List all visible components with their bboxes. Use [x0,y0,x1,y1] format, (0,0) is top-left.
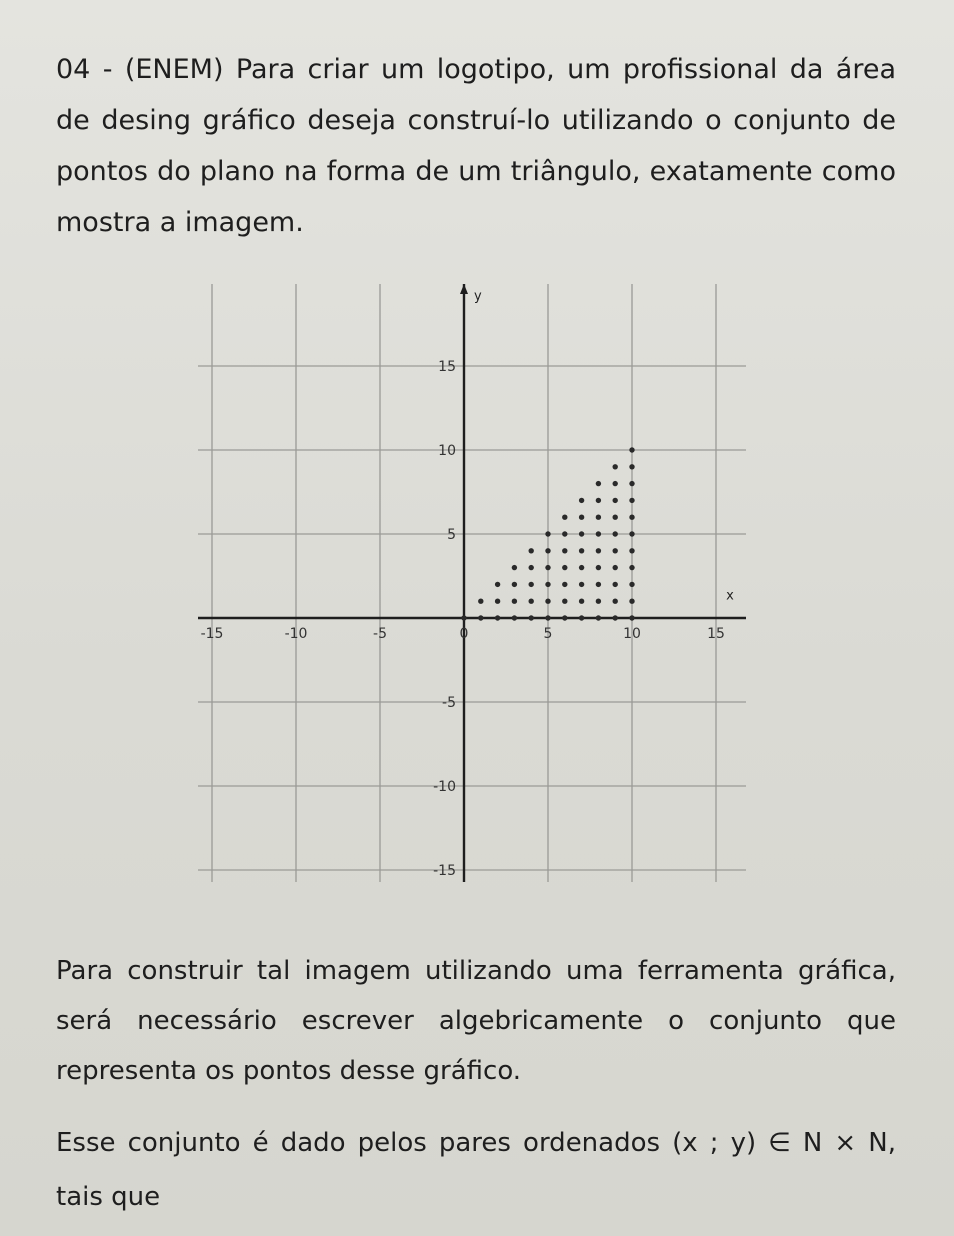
data-point [579,599,584,604]
data-point [613,599,618,604]
x-tick-label: -15 [200,626,224,642]
data-point [545,531,550,536]
data-point [579,515,584,520]
data-point [562,599,567,604]
data-point [529,565,534,570]
data-point [629,464,634,469]
y-tick-label: -15 [433,863,456,879]
coordinate-chart [190,270,760,900]
x-axis-label: x [726,588,734,604]
x-tick-label: 15 [707,626,725,642]
data-point [629,447,634,452]
data-point [562,615,567,620]
data-point [613,531,618,536]
data-point [545,565,550,570]
data-point [613,515,618,520]
data-point [461,615,466,620]
data-point [629,548,634,553]
data-point [495,582,500,587]
data-point [562,515,567,520]
x-tick-label: -5 [373,626,387,642]
data-point [478,599,483,604]
data-point [579,498,584,503]
data-point [562,548,567,553]
x-tick-label: 0 [459,626,469,642]
question-instruction: Para construir tal imagem utilizando uma ferramenta gráfica, será necessário escrever algebricamente o conjunto que representa os pontos desse gráfico. [56,956,896,1086]
data-point [562,565,567,570]
data-point [613,464,618,469]
data-point [545,599,550,604]
data-point [596,565,601,570]
data-point [596,498,601,503]
y-tick-label: 10 [438,443,456,459]
data-point [613,548,618,553]
data-point [629,615,634,620]
question-conclusion: Esse conjunto é dado pelos pares ordenados (x ; y) ∈ N × N, tais que [56,1128,896,1212]
data-point [512,582,517,587]
data-point [562,531,567,536]
data-point [629,531,634,536]
data-point [596,531,601,536]
data-point [596,582,601,587]
chart-svg [190,270,760,900]
x-tick-label: -10 [284,626,308,642]
data-point [596,548,601,553]
data-point [613,582,618,587]
data-point [629,498,634,503]
data-point [529,548,534,553]
data-point [579,531,584,536]
data-point [495,615,500,620]
data-point [596,515,601,520]
data-point [579,548,584,553]
data-point [529,599,534,604]
y-tick-label: 5 [447,527,456,543]
data-point [629,565,634,570]
y-axis-label: y [474,289,482,304]
data-point [545,582,550,587]
data-point [613,615,618,620]
data-point [613,481,618,486]
y-tick-label: -5 [442,695,456,711]
data-point [545,548,550,553]
data-point [629,599,634,604]
data-point [512,565,517,570]
x-tick-label: 5 [543,626,553,642]
data-point [529,615,534,620]
data-point [478,615,483,620]
data-point [579,615,584,620]
data-point [629,515,634,520]
data-point [629,481,634,486]
data-point [512,615,517,620]
data-point [545,615,550,620]
data-point [562,582,567,587]
data-point [596,599,601,604]
data-point [579,582,584,587]
data-point [613,565,618,570]
data-point [596,481,601,486]
data-point [629,582,634,587]
data-point [579,565,584,570]
data-point [596,615,601,620]
data-point [529,582,534,587]
y-tick-label: 15 [438,359,456,375]
data-point [512,599,517,604]
y-axis-arrow [460,284,468,294]
question-intro: 04 - (ENEM) Para criar um logotipo, um profissional da área de desing gráfico deseja construí-lo utilizando o conjunto de pontos do plano na forma de um triângulo, exatamente como mostra a imagem. [56,54,896,238]
x-tick-label: 10 [623,626,641,642]
data-point [613,498,618,503]
data-point [495,599,500,604]
y-tick-label: -10 [433,779,456,795]
